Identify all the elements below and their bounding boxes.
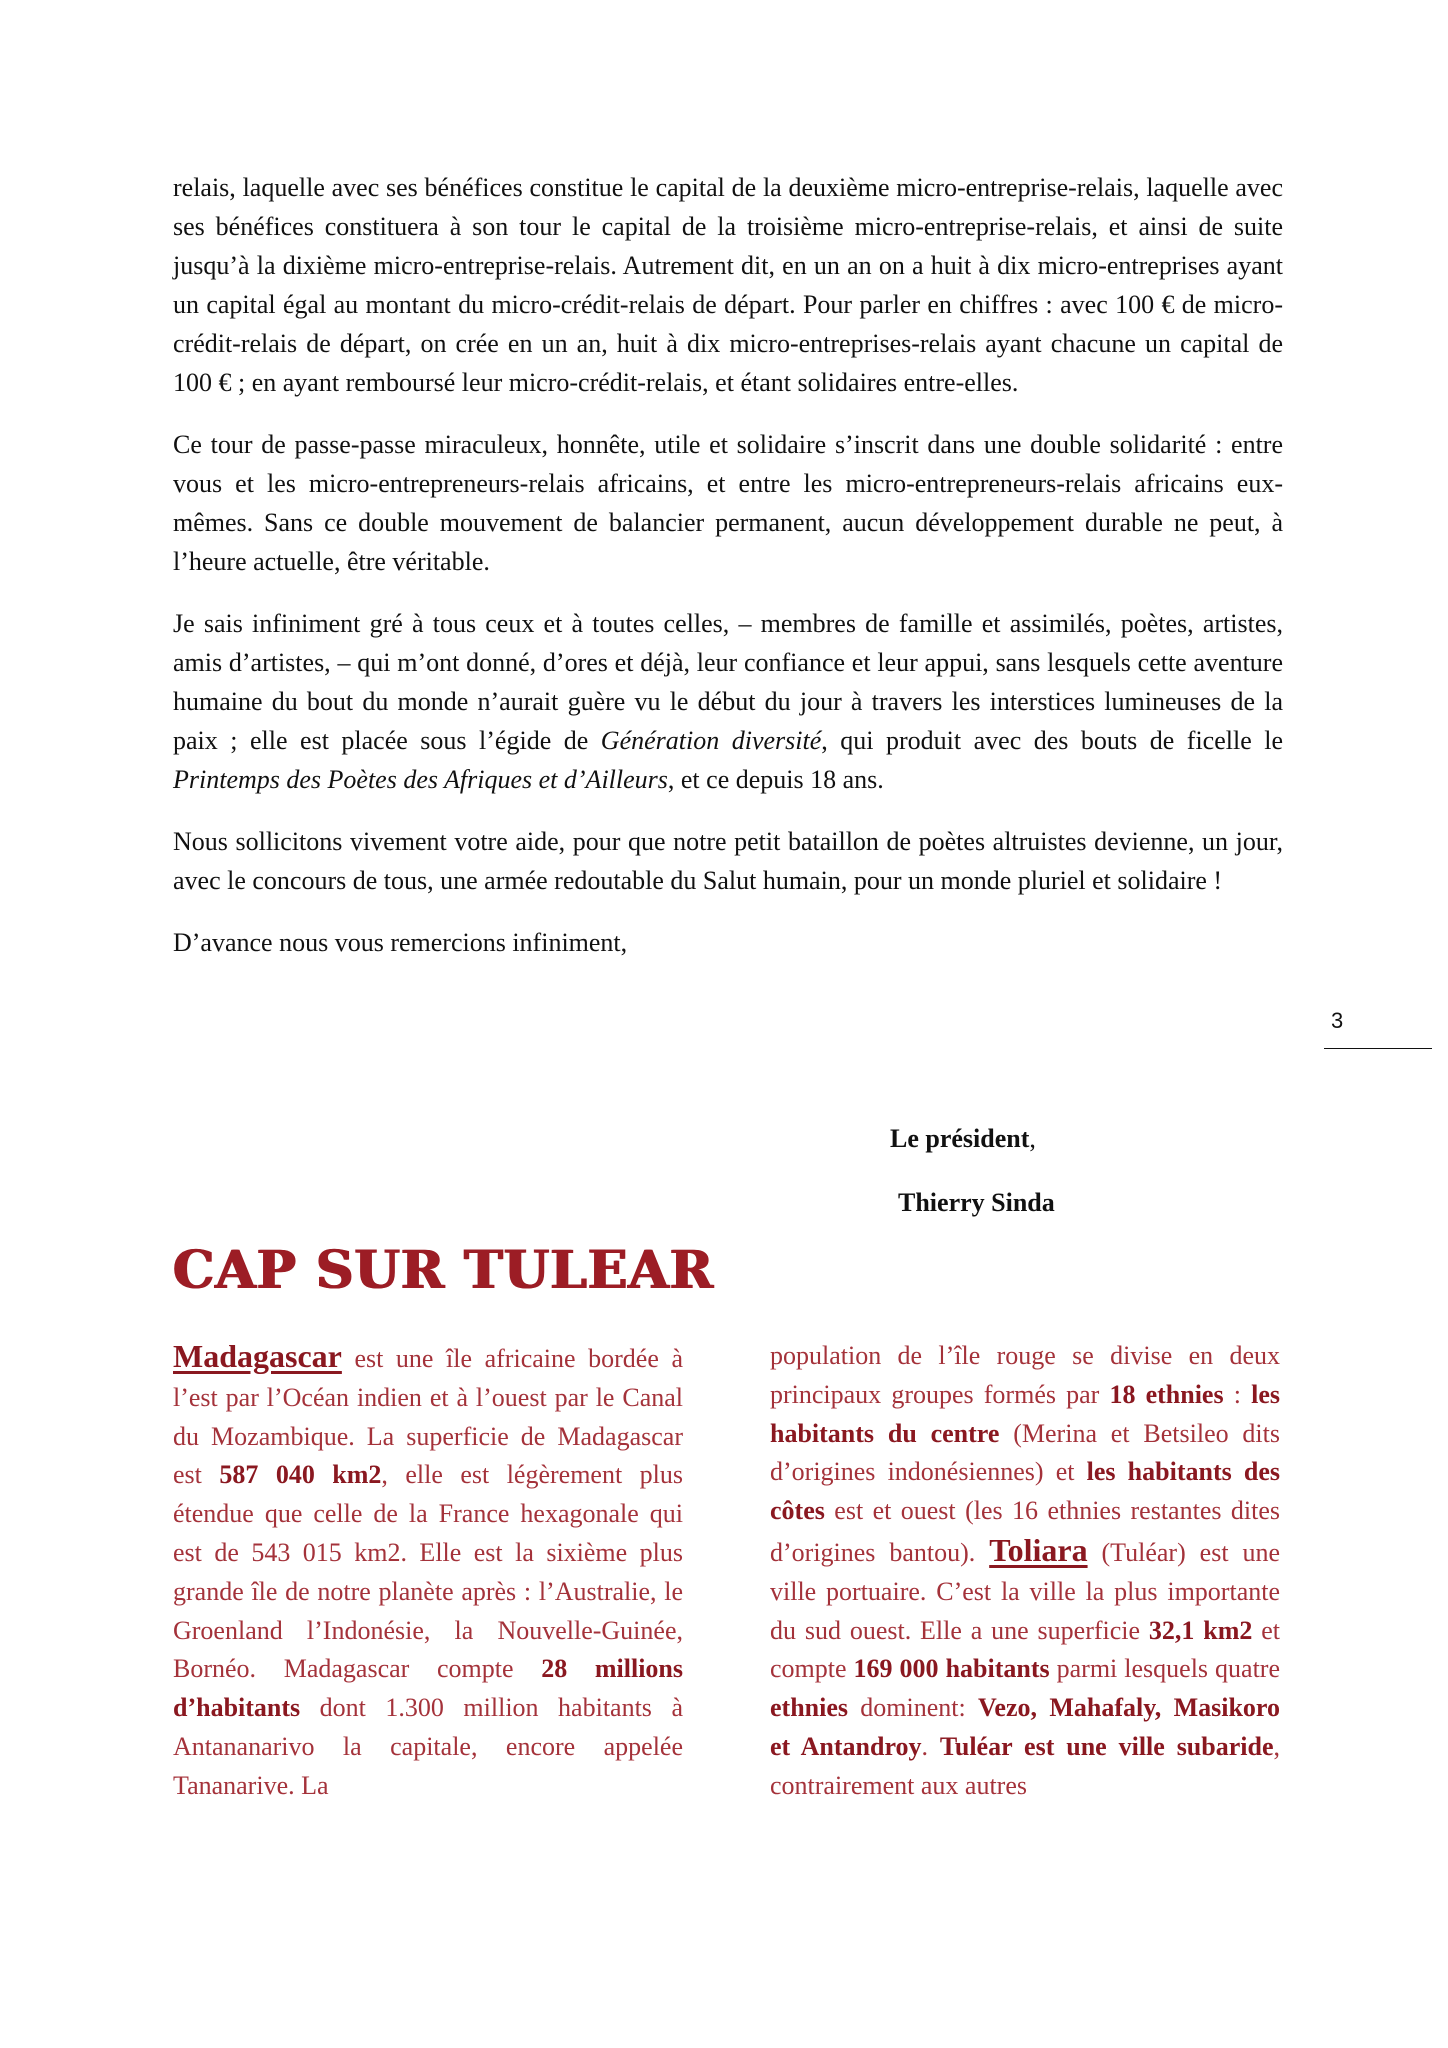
signature-name: Thierry Sinda <box>898 1188 1055 1217</box>
paragraph-closing: D’avance nous vous remercions infiniment, <box>173 928 628 957</box>
right-bold-ethnies-2: ethnies <box>770 1693 848 1723</box>
right-text-1: population de l’île rouge se divise en deux principaux groupes formés par <box>770 1341 1280 1409</box>
keyword-madagascar: Madagascar <box>173 1338 342 1374</box>
left-bold-area: 587 040 km2 <box>219 1460 382 1490</box>
column-left <box>173 1337 683 1806</box>
right-text-2: : <box>1223 1379 1252 1409</box>
right-bold-cotes: les habitants des côtes <box>770 1457 1280 1526</box>
signature-block <box>890 1107 1055 1235</box>
right-text-4: est et ouest (les 16 ethnies restantes dites d’origines bantou). <box>770 1496 1280 1567</box>
thanks-text-3: , et ce depuis 18 ans. <box>667 765 884 794</box>
right-bold-ethnies: 18 ethnies <box>1109 1379 1224 1409</box>
right-text-8: dominent: <box>848 1693 979 1723</box>
signature-comma: , <box>1029 1124 1036 1153</box>
letter-body <box>173 168 1283 962</box>
paragraph-solidarity: Ce tour de passe-passe miraculeux, honnête, utile et solidaire s’inscrit dans une double solidarité : entre vous et les micro-entrepreneurs-relais africains, et entre les micro-entrepreneurs-relais africains eux-mêmes. Sans ce double mouvement de balancier permanent, aucun développement durable ne peut, à l’heure actuelle, être véritable. <box>173 430 1283 576</box>
printemps-des-poetes: Printemps des Poètes des Afriques et d’Ailleurs <box>173 765 668 794</box>
right-bold-subaride: Tuléar est une ville subaride <box>939 1731 1274 1761</box>
paragraph-microcredit: relais, laquelle avec ses bénéfices constitue le capital de la deuxième micro-entreprise-relais, laquelle avec ses bénéfices constituera à son tour le capital de la troisième micro-entreprise-relais, et ainsi de suite jusqu’à la dixième micro-entreprise-relais. Autrement dit, en un an on a huit à dix micro-entreprises ayant un capital égal au montant du micro-crédit-relais de départ. Pour parler en chiffres : avec 100 € de micro-crédit-relais de départ, on crée en un an, huit à dix micro-entreprises-relais ayant chacune un capital de 100 € ; en ayant remboursé leur micro-crédit-relais, et étant solidaires entre-elles. <box>173 173 1283 397</box>
left-text-3: dont 1.300 million habitants à Antananarivo la capitale, encore appelée Tananarive. La <box>173 1693 683 1800</box>
right-bold-inhabitants: 169 000 habitants <box>853 1654 1050 1684</box>
right-text-5: (Tuléar) est une ville portuaire. C’est la ville la plus importante du sud ouest. Elle a une superficie <box>770 1537 1281 1645</box>
right-text-9: . <box>921 1731 940 1761</box>
thanks-text-1: Je sais infiniment gré à tous ceux et à toutes celles, – membres de famille et assimilés, poètes, artistes, amis d’artistes, – qui m’ont donné, d’ores et déjà, leur confiance et leur appui, sans lesquels cette aventure humaine du bout du monde n’aurait guère vu le début du jour à travers les interstices lumineuses de la paix ; elle est placée sous l’égide de <box>173 609 1283 755</box>
right-text-3: (Merina et Betsileo dits d’origines indonésiennes) et <box>770 1418 1280 1487</box>
section-title: CAP SUR TULEAR <box>173 1240 714 1301</box>
left-text-1: est une île africaine bordée à l’est par l’Océan indien et à l’ouest par le Canal du Mozambique. La superficie de Madagascar est <box>173 1344 683 1490</box>
signature-role: Le président <box>890 1124 1030 1153</box>
paragraph-appeal: Nous sollicitons vivement votre aide, pour que notre petit bataillon de poètes altruistes devienne, un jour, avec le concours de tous, une armée redoutable du Salut humain, pour un monde pluriel et solidaire ! <box>173 827 1283 895</box>
right-text-10: , contrairement aux autres <box>770 1731 1280 1800</box>
right-text-7: parmi lesquels quatre <box>1049 1654 1281 1684</box>
paragraph-thanks <box>173 604 1283 799</box>
keyword-toliara: Toliara <box>989 1531 1088 1568</box>
left-text-2: , elle est légèrement plus étendue que celle de la France hexagonale qui est de 543 015 km2. Elle est la sixième plus grande île de notre planète après : l’Australie, le Groenland l’Indonésie, la Nouvelle-Guinée, Bornéo. Madagascar compte <box>173 1460 683 1684</box>
page-number-rule <box>1324 1048 1432 1049</box>
right-bold-area: 32,1 km2 <box>1148 1615 1253 1645</box>
right-bold-centre: les habitants du centre <box>770 1379 1280 1448</box>
generation-diversite: Génération diversité <box>600 726 822 755</box>
page-number: 3 <box>1331 1008 1344 1033</box>
signature-title <box>890 1107 1055 1171</box>
right-bold-ethnic-groups: Vezo, Mahafaly, Masikoro et Antandroy <box>770 1693 1280 1761</box>
thanks-text-2: , qui produit avec des bouts de ficelle le <box>821 726 1284 755</box>
left-bold-population: 28 millions d’habitants <box>173 1654 683 1723</box>
column-right <box>770 1337 1280 1806</box>
right-text-6: et compte <box>770 1615 1281 1684</box>
